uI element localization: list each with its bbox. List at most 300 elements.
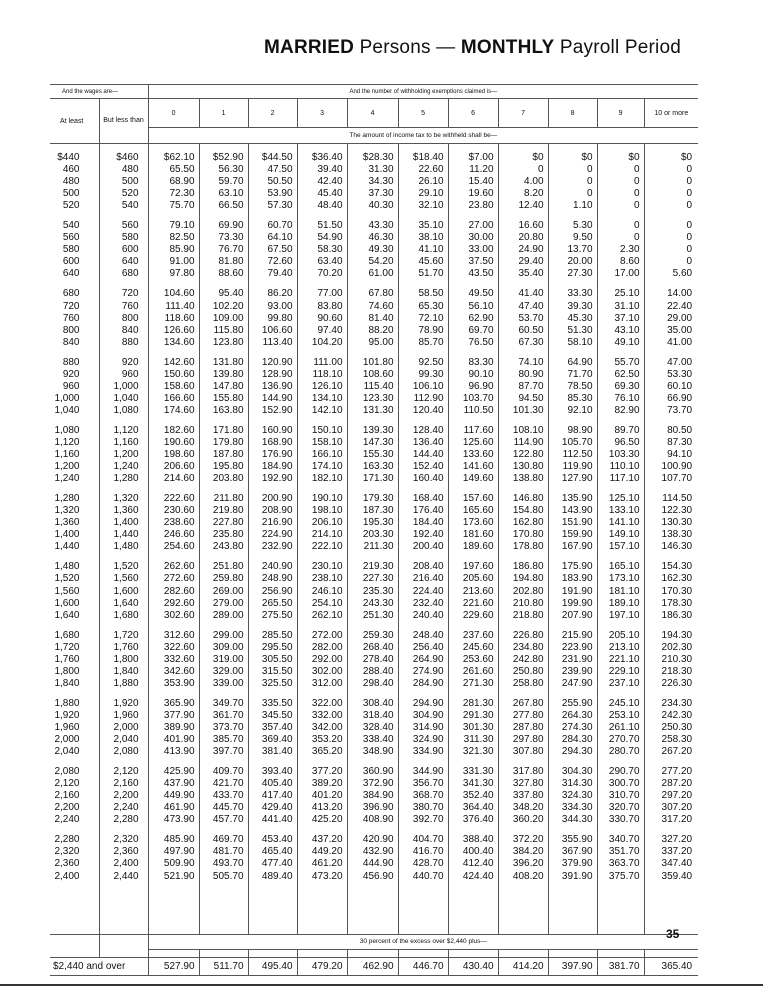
tax-amount: 184.90 [248, 461, 297, 473]
tax-amount: 22.60 [398, 164, 448, 176]
tax-amount: 264.90 [398, 654, 448, 666]
tax-amount: 171.80 [199, 425, 248, 437]
tax-amount: 179.80 [199, 437, 248, 449]
tax-amount: 181.10 [597, 586, 644, 598]
tax-amount: 94.10 [644, 449, 698, 461]
table-row [50, 666, 698, 678]
tax-amount: 125.10 [597, 493, 644, 505]
tax-amount: 141.10 [597, 517, 644, 529]
wage-but-less: 1,160 [99, 437, 148, 449]
tax-amount: 320.70 [597, 802, 644, 814]
tax-amount: 327.80 [498, 778, 548, 790]
table-row [50, 220, 698, 232]
tax-amount: 37.50 [448, 256, 498, 268]
tax-amount: 142.60 [148, 357, 199, 369]
wage-but-less: 1,080 [99, 405, 148, 417]
tax-amount: 256.40 [398, 642, 448, 654]
wage-at-least: 840 [62, 336, 80, 348]
table-row [50, 586, 698, 598]
tax-amount: 35.00 [644, 325, 698, 337]
column-header: 5 [398, 99, 448, 128]
tax-amount: 481.70 [199, 846, 248, 858]
excess-note: 30 percent of the excess over $2,440 plus— [148, 934, 698, 949]
tax-amount: 47.40 [498, 301, 548, 313]
tax-amount: 259.80 [199, 573, 248, 585]
tax-amount: 16.60 [498, 220, 548, 232]
tax-amount: 76.50 [448, 337, 498, 349]
tax-amount: 199.90 [548, 598, 597, 610]
tax-amount: 300.70 [597, 778, 644, 790]
tax-amount: 173.10 [597, 573, 644, 585]
table-row [50, 393, 698, 405]
tax-amount: 397.70 [199, 746, 248, 758]
wages-header: And the wages are— [50, 85, 148, 99]
table-row [50, 256, 698, 268]
tax-amount: 393.40 [248, 766, 297, 778]
tax-amount: 342.60 [148, 666, 199, 678]
tax-amount: 25.10 [597, 288, 644, 300]
wage-but-less: 2,360 [99, 846, 148, 858]
tax-amount: 363.70 [597, 858, 644, 870]
tax-amount: 384.90 [347, 790, 398, 802]
column-header: 3 [297, 99, 347, 128]
tax-amount: 246.10 [297, 586, 347, 598]
tax-amount: 170.80 [498, 529, 548, 541]
wage-but-less: 2,280 [99, 814, 148, 826]
tax-amount: 449.20 [297, 846, 347, 858]
tax-amount: 334.30 [548, 802, 597, 814]
table-row [50, 337, 698, 349]
tax-amount: 280.70 [597, 746, 644, 758]
tax-amount: 96.90 [448, 381, 498, 393]
tax-amount: 332.60 [148, 654, 199, 666]
tax-amount: 64.90 [548, 357, 597, 369]
wage-at-least: 1,880 [54, 697, 80, 709]
tax-amount: 133.60 [448, 449, 498, 461]
tax-amount: 11.20 [448, 164, 498, 176]
tax-amount: 221.10 [597, 654, 644, 666]
wage-but-less: 480 [99, 164, 148, 176]
tax-amount: 159.90 [548, 529, 597, 541]
tax-amount: 348.20 [498, 802, 548, 814]
tax-amount: 74.60 [347, 301, 398, 313]
tax-amount: 211.30 [347, 541, 398, 553]
table-row [50, 232, 698, 244]
tax-amount: 221.60 [448, 598, 498, 610]
tax-amount: 58.10 [548, 337, 597, 349]
title-dash: — [436, 37, 456, 58]
tax-amount: 63.10 [199, 188, 248, 200]
tax-amount: 344.30 [548, 814, 597, 826]
tax-amount: 396.90 [347, 802, 398, 814]
wage-at-least: 1,800 [54, 665, 80, 677]
tax-amount: 357.40 [248, 722, 297, 734]
tax-amount: 215.90 [548, 630, 597, 642]
tax-amount: 194.30 [644, 630, 698, 642]
tax-amount: 321.30 [448, 746, 498, 758]
tax-amount: 0 [644, 164, 698, 176]
table-row [50, 313, 698, 325]
wage-at-least: 960 [62, 380, 80, 392]
column-header: 2 [248, 99, 297, 128]
tax-amount: 66.50 [199, 200, 248, 212]
tax-amount: 299.00 [199, 630, 248, 642]
tax-amount: 178.30 [644, 598, 698, 610]
tax-amount: 67.80 [347, 288, 398, 300]
table-row [50, 654, 698, 666]
tax-amount: 287.20 [644, 778, 698, 790]
tax-amount: 264.30 [548, 710, 597, 722]
tax-amount: 157.60 [448, 493, 498, 505]
tax-amount: 365.90 [148, 698, 199, 710]
tax-amount: 364.40 [448, 802, 498, 814]
tax-amount: 43.10 [597, 325, 644, 337]
tax-amount: 186.30 [644, 610, 698, 622]
tax-amount: 93.00 [248, 301, 297, 313]
tax-amount: 141.60 [448, 461, 498, 473]
tax-amount: 0 [498, 164, 548, 176]
tax-amount: 380.70 [398, 802, 448, 814]
tax-amount: 72.30 [148, 188, 199, 200]
wage-but-less: 1,040 [99, 393, 148, 405]
tax-amount: 223.90 [548, 642, 597, 654]
tax-amount: 473.20 [297, 870, 347, 882]
tax-amount: 69.30 [597, 381, 644, 393]
tax-amount: 90.10 [448, 369, 498, 381]
tax-amount: 187.80 [199, 449, 248, 461]
column-header: 8 [548, 99, 597, 128]
tax-amount: 87.30 [644, 437, 698, 449]
wage-but-less: 1,000 [99, 381, 148, 393]
tax-amount: 243.30 [347, 598, 398, 610]
table-row [50, 870, 698, 882]
tax-amount: 55.70 [597, 357, 644, 369]
tax-amount: 150.10 [297, 425, 347, 437]
tax-amount: 106.10 [398, 381, 448, 393]
wage-at-least: 920 [62, 368, 80, 380]
table-row [50, 176, 698, 188]
tax-amount: 0 [597, 188, 644, 200]
wage-but-less: $460 [99, 152, 148, 164]
tax-amount: 144.90 [248, 393, 297, 405]
tax-amount: 445.70 [199, 802, 248, 814]
table-row [50, 790, 698, 802]
tax-amount: 453.40 [248, 834, 297, 846]
tax-amount: 107.70 [644, 473, 698, 485]
tax-amount: 59.70 [199, 176, 248, 188]
wage-but-less: 880 [99, 337, 148, 349]
tax-amount: 113.40 [248, 337, 297, 349]
tax-amount: $0 [644, 152, 698, 164]
tax-amount: 79.10 [148, 220, 199, 232]
tax-amount: 176.40 [398, 505, 448, 517]
tax-amount: 428.70 [398, 858, 448, 870]
tax-amount: 317.20 [644, 814, 698, 826]
tax-amount: 99.30 [398, 369, 448, 381]
tax-amount: 207.90 [548, 610, 597, 622]
tax-amount: 230.60 [148, 505, 199, 517]
table-row [50, 244, 698, 256]
tax-amount: 111.00 [297, 357, 347, 369]
tax-amount: 291.30 [448, 710, 498, 722]
table-row [50, 802, 698, 814]
tax-amount: 167.90 [548, 541, 597, 553]
wage-at-least: 520 [62, 200, 80, 212]
tax-amount: 106.60 [248, 325, 297, 337]
tax-amount: 81.80 [199, 256, 248, 268]
tax-amount: 108.60 [347, 369, 398, 381]
tax-amount: 437.90 [148, 778, 199, 790]
tax-amount: 285.50 [248, 630, 297, 642]
tax-amount: 274.30 [548, 722, 597, 734]
tax-amount: 400.40 [448, 846, 498, 858]
tax-amount: 277.80 [498, 710, 548, 722]
tax-amount: 457.70 [199, 814, 248, 826]
wage-at-least: 600 [62, 256, 80, 268]
amount-header: The amount of income tax to be withheld shall be— [148, 128, 698, 144]
wage-at-least: 1,760 [54, 653, 80, 665]
wage-at-least: 2,400 [54, 870, 80, 882]
tax-amount: 253.60 [448, 654, 498, 666]
tax-amount: 401.90 [148, 734, 199, 746]
tax-amount: 120.40 [398, 405, 448, 417]
tax-amount: 258.80 [498, 678, 548, 690]
wage-at-least: 1,000 [54, 392, 80, 404]
tax-amount: 152.40 [398, 461, 448, 473]
wage-at-least: 1,680 [54, 629, 80, 641]
tax-amount: 210.80 [498, 598, 548, 610]
wage-at-least: 2,080 [54, 766, 80, 778]
tax-amount: 521.90 [148, 870, 199, 882]
tax-amount: 136.40 [398, 437, 448, 449]
wage-at-least: 1,040 [54, 404, 80, 416]
tax-amount: 99.80 [248, 313, 297, 325]
wage-at-least: 480 [62, 176, 80, 188]
tax-amount: 381.40 [248, 746, 297, 758]
tax-amount: 278.40 [347, 654, 398, 666]
tax-amount: 227.80 [199, 517, 248, 529]
wage-at-least: 540 [62, 220, 80, 232]
tax-amount: 30.00 [448, 232, 498, 244]
tax-amount: 128.40 [398, 425, 448, 437]
tax-amount: 385.70 [199, 734, 248, 746]
tax-amount: 103.70 [448, 393, 498, 405]
tax-amount: 63.40 [297, 256, 347, 268]
tax-amount: 485.90 [148, 834, 199, 846]
tax-amount: 456.90 [347, 870, 398, 882]
wage-but-less: 1,640 [99, 598, 148, 610]
tax-amount: 118.60 [148, 313, 199, 325]
column-header: 10 or more [644, 99, 698, 128]
tax-amount: 391.90 [548, 870, 597, 882]
tax-amount: 301.30 [448, 722, 498, 734]
tax-amount: 73.30 [199, 232, 248, 244]
tax-amount: 408.20 [498, 870, 548, 882]
wage-but-less: 2,200 [99, 790, 148, 802]
tax-amount: 208.40 [398, 561, 448, 573]
tax-amount: 45.40 [297, 188, 347, 200]
tax-amount: 0 [644, 244, 698, 256]
table-row [50, 301, 698, 313]
table-row [50, 425, 698, 437]
bottom-rule [0, 984, 763, 986]
tax-amount: 477.40 [248, 858, 297, 870]
tax-amount: 120.90 [248, 357, 297, 369]
tax-amount: 171.30 [347, 473, 398, 485]
tax-amount: 412.40 [448, 858, 498, 870]
wage-but-less: 1,360 [99, 505, 148, 517]
tax-amount: 94.50 [498, 393, 548, 405]
table-row [50, 561, 698, 573]
table-row [50, 734, 698, 746]
tax-amount: 0 [644, 256, 698, 268]
tax-amount: 143.90 [548, 505, 597, 517]
tax-amount: 327.20 [644, 834, 698, 846]
tax-amount: 115.80 [199, 325, 248, 337]
tax-amount: 27.30 [548, 268, 597, 280]
tax-amount: 174.60 [148, 405, 199, 417]
table-row [50, 505, 698, 517]
tax-amount: 39.30 [548, 301, 597, 313]
tax-amount: 469.70 [199, 834, 248, 846]
wage-but-less: 2,080 [99, 746, 148, 758]
tax-amount: 43.50 [448, 268, 498, 280]
tax-amount: 62.90 [448, 313, 498, 325]
table-row [50, 369, 698, 381]
tax-amount: 95.40 [199, 288, 248, 300]
at-least-header: At least [60, 117, 84, 125]
table-row [50, 630, 698, 642]
tax-amount: 60.10 [644, 381, 698, 393]
tax-amount: 17.00 [597, 268, 644, 280]
tax-amount: 82.90 [597, 405, 644, 417]
tax-amount: 213.60 [448, 586, 498, 598]
tax-amount: 248.40 [398, 630, 448, 642]
tax-amount: 258.30 [644, 734, 698, 746]
tax-amount: 87.70 [498, 381, 548, 393]
tax-amount: 219.80 [199, 505, 248, 517]
tax-amount: 377.20 [297, 766, 347, 778]
wage-at-least: 1,160 [54, 449, 80, 461]
tax-amount: 40.30 [347, 200, 398, 212]
tax-amount: 0 [644, 188, 698, 200]
wage-at-least: 2,120 [54, 778, 80, 790]
tax-amount: 322.60 [148, 642, 199, 654]
final-tax-amount: 414.20 [498, 957, 548, 975]
wage-but-less: 760 [99, 301, 148, 313]
tax-amount: 302.00 [297, 666, 347, 678]
tax-amount: 416.70 [398, 846, 448, 858]
final-tax-amount: 511.70 [199, 957, 248, 975]
table-row [50, 473, 698, 485]
tax-amount: 67.30 [498, 337, 548, 349]
tax-amount: 433.70 [199, 790, 248, 802]
tax-amount: 232.90 [248, 541, 297, 553]
final-tax-amount: 397.90 [548, 957, 597, 975]
tax-amount: $44.50 [248, 152, 297, 164]
tax-amount: 254.60 [148, 541, 199, 553]
tax-amount: 69.90 [199, 220, 248, 232]
tax-amount: 128.90 [248, 369, 297, 381]
final-row-label: $2,440 and over [50, 957, 148, 975]
tax-amount: 77.00 [297, 288, 347, 300]
tax-amount: 349.70 [199, 698, 248, 710]
tax-amount: 388.40 [448, 834, 498, 846]
wage-but-less: 1,680 [99, 610, 148, 622]
tax-amount: 345.50 [248, 710, 297, 722]
tax-amount: 337.20 [644, 846, 698, 858]
tax-amount: 222.60 [148, 493, 199, 505]
table-row [50, 449, 698, 461]
wage-at-least: 760 [62, 312, 80, 324]
tax-amount: 14.00 [644, 288, 698, 300]
tax-amount: 151.90 [548, 517, 597, 529]
tax-amount: 109.00 [199, 313, 248, 325]
tax-amount: 74.10 [498, 357, 548, 369]
tax-amount: 255.90 [548, 698, 597, 710]
final-row [50, 957, 698, 975]
withholding-table [50, 84, 698, 976]
tax-amount: 226.80 [498, 630, 548, 642]
tax-amount: 281.30 [448, 698, 498, 710]
tax-amount: 122.80 [498, 449, 548, 461]
tax-amount: 206.60 [148, 461, 199, 473]
tax-amount: 33.00 [448, 244, 498, 256]
tax-amount: 243.80 [199, 541, 248, 553]
tax-amount: 5.30 [548, 220, 597, 232]
tax-amount: 89.70 [597, 425, 644, 437]
tax-amount: 174.10 [297, 461, 347, 473]
tax-amount: 79.40 [248, 268, 297, 280]
tax-amount: 186.80 [498, 561, 548, 573]
tax-amount: 312.60 [148, 630, 199, 642]
tax-amount: 49.10 [597, 337, 644, 349]
tax-amount: 224.90 [248, 529, 297, 541]
tax-amount: 409.70 [199, 766, 248, 778]
tax-amount: 175.90 [548, 561, 597, 573]
tax-amount: 0 [597, 176, 644, 188]
tax-amount: 83.30 [448, 357, 498, 369]
tax-amount: 0 [644, 176, 698, 188]
tax-amount: 73.70 [644, 405, 698, 417]
tax-amount: 417.40 [248, 790, 297, 802]
tax-amount: 119.90 [548, 461, 597, 473]
tax-amount: 122.30 [644, 505, 698, 517]
tax-amount: 200.40 [398, 541, 448, 553]
wage-at-least: 640 [62, 268, 80, 280]
tax-amount: 272.00 [297, 630, 347, 642]
tax-amount: 66.90 [644, 393, 698, 405]
table-row [50, 746, 698, 758]
tax-amount: 234.30 [644, 698, 698, 710]
tax-amount: 277.20 [644, 766, 698, 778]
tax-amount: 152.90 [248, 405, 297, 417]
tax-amount: 245.60 [448, 642, 498, 654]
wage-but-less: 580 [99, 232, 148, 244]
tax-amount: 51.50 [297, 220, 347, 232]
tax-amount: 183.90 [548, 573, 597, 585]
tax-amount: 125.60 [448, 437, 498, 449]
wage-at-least: 680 [62, 288, 80, 300]
tax-amount: 305.50 [248, 654, 297, 666]
wage-at-least: 1,120 [54, 437, 80, 448]
tax-amount: 360.20 [498, 814, 548, 826]
wage-but-less: 1,880 [99, 678, 148, 690]
tax-amount: 35.40 [498, 268, 548, 280]
tax-amount: 114.90 [498, 437, 548, 449]
tax-amount: 351.70 [597, 846, 644, 858]
tax-amount: 184.40 [398, 517, 448, 529]
